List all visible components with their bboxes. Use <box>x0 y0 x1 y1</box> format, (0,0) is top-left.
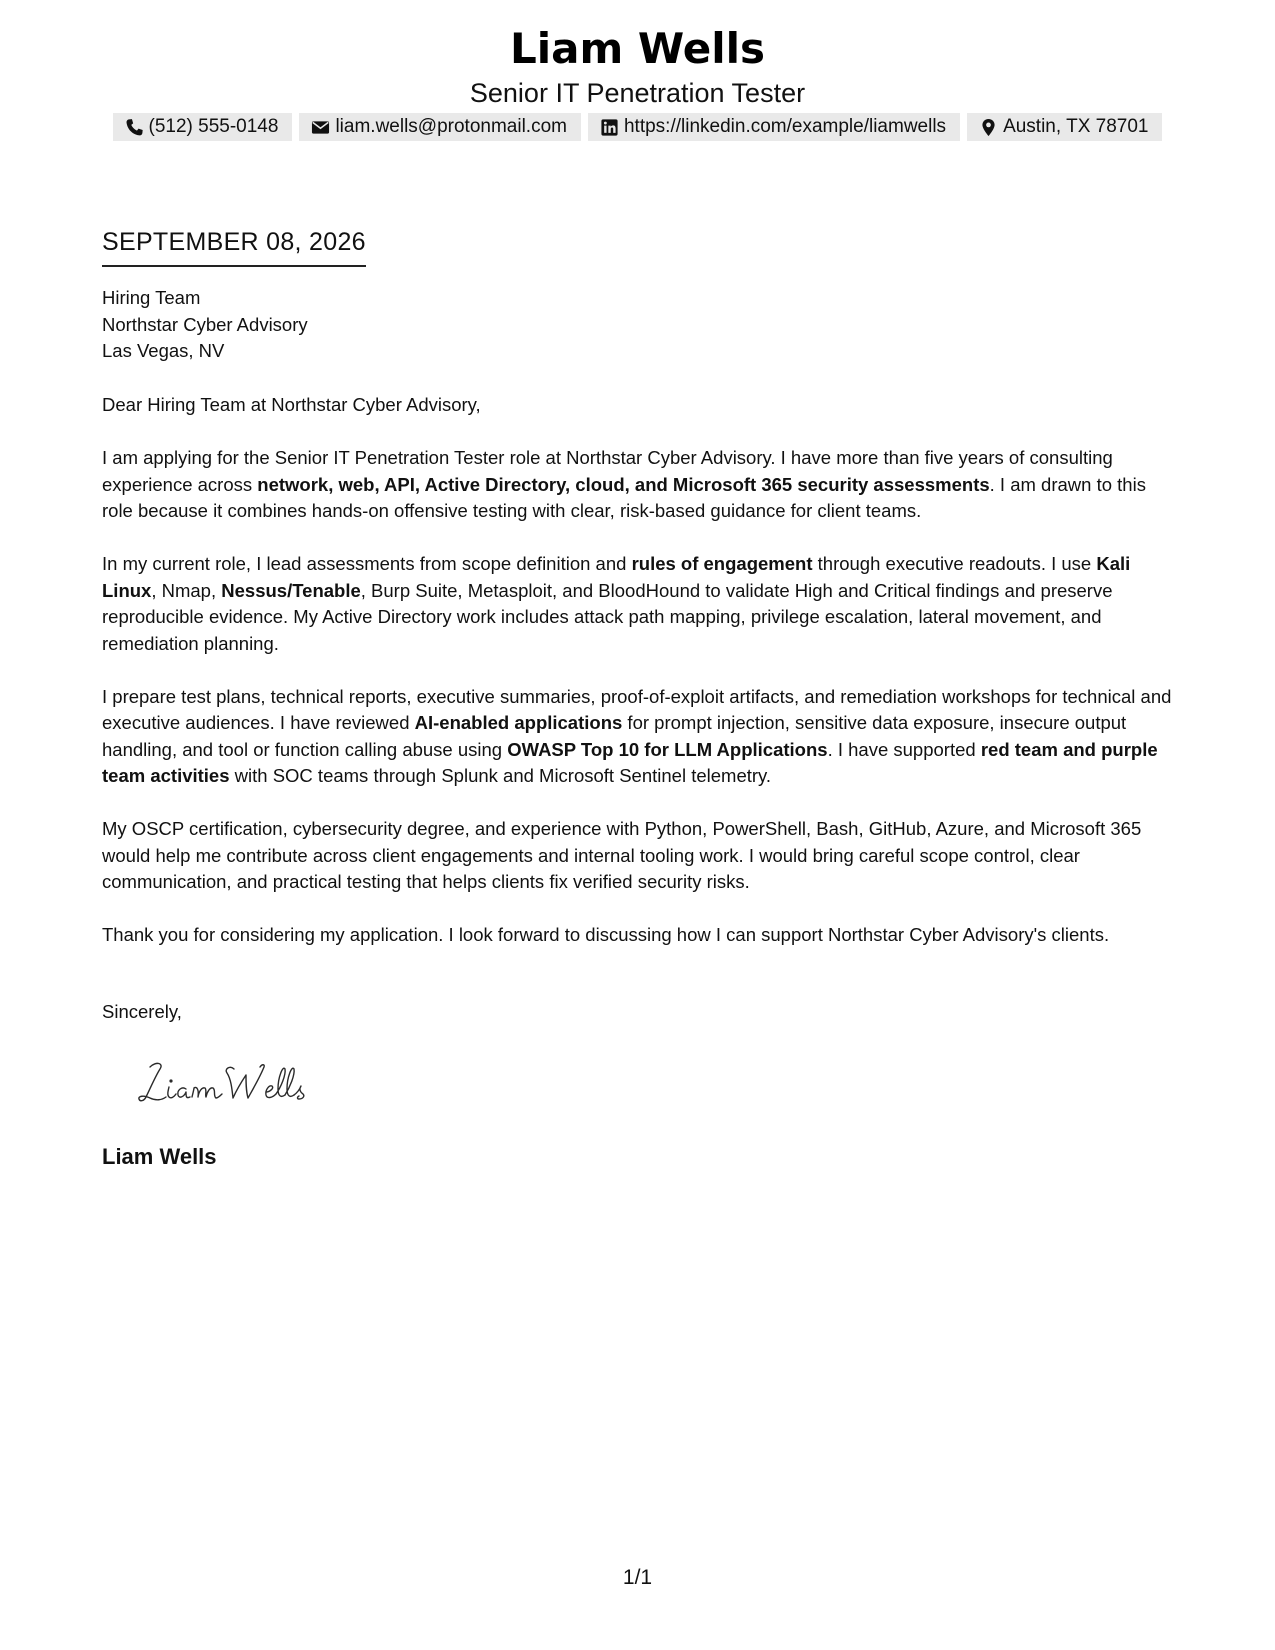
contact-location <box>967 113 1162 141</box>
salutation: Dear Hiring Team at Northstar Cyber Advisory, <box>102 394 481 415</box>
contact-phone-text: (512) 555-0148 <box>148 116 279 137</box>
envelope-icon <box>311 118 330 137</box>
signer-name: Liam Wells <box>102 1144 217 1169</box>
paragraph-text: through executive readouts. I use <box>812 553 1097 574</box>
applicant-name: Liam Wells <box>510 24 765 73</box>
paragraph-emphasis: rules of engagement <box>631 553 813 574</box>
letter-date: SEPTEMBER 08, 2026 <box>102 226 366 267</box>
paragraph-emphasis: network, web, API, Active Directory, cloud, and Microsoft 365 security assessments <box>257 473 990 495</box>
handwritten-signature <box>136 1055 336 1111</box>
paragraph-emphasis: Nessus/Tenable <box>221 579 361 601</box>
paragraph-emphasis: red team and purple team activities <box>102 738 1158 786</box>
paragraph-text: In my current role, I lead assessments from scope definition and <box>102 553 632 574</box>
linkedin-icon <box>600 118 619 137</box>
recipient-block <box>102 285 308 365</box>
body-paragraph <box>102 816 1177 896</box>
closing-line: Sincerely, <box>102 1001 182 1022</box>
paragraph-emphasis: Kali Linux <box>102 553 1131 601</box>
recipient-line: Hiring Team <box>102 287 201 308</box>
paragraph-text: My OSCP certification, cybersecurity degree, and experience with Python, PowerShell, Bash, GitHub, Azure, and Microsoft 365 would help me contribute across client engagements and internal tooling work. I would bring careful scope control, clear communication, and practical testing that helps clients fix verified security risks. <box>102 818 1142 892</box>
phone-icon <box>125 118 144 137</box>
map-pin-icon <box>979 118 998 137</box>
contact-linkedin-text: https://linkedin.com/example/liamwells <box>623 116 947 137</box>
recipient-company: Northstar Cyber Advisory <box>102 313 308 335</box>
contact-email-text: liam.wells@protonmail.com <box>335 116 567 137</box>
paragraph-text: with SOC teams through Splunk and Microsoft Sentinel telemetry. <box>229 765 772 786</box>
body-paragraph <box>102 551 1177 657</box>
paragraph-emphasis: OWASP Top 10 for LLM Applications <box>507 738 828 760</box>
letter-header <box>0 22 1275 110</box>
paragraph-emphasis: AI-enabled applications <box>414 712 623 733</box>
paragraph-text: , Nmap, <box>151 579 222 601</box>
paragraph-text: Thank you for considering my application. I look forward to discussing how I can support Northstar Cyber Advisory's clients. <box>102 924 1110 945</box>
contact-email <box>299 113 581 141</box>
contact-bar <box>0 113 1275 141</box>
paragraph-text: . I have supported <box>827 738 981 760</box>
body-paragraph <box>102 684 1177 790</box>
paragraph-text: . I am drawn to this role because it combines hands-on offensive testing with clear, risk-based guidance for client teams. <box>102 473 1146 521</box>
paragraph-text: for prompt injection, sensitive data exposure, insecure output handling, and tool or function calling abuse using <box>102 712 1127 760</box>
body-paragraph <box>102 922 1177 949</box>
letter-body <box>102 392 1177 975</box>
contact-phone <box>113 113 293 141</box>
page-number: 1/1 <box>622 1566 653 1589</box>
contact-location-text: Austin, TX 78701 <box>1003 116 1149 137</box>
paragraph-text: I am applying for the Senior IT Penetration Tester role at Northstar Cyber Advisory. I have more than five years of consulting experience across <box>102 447 1113 495</box>
body-paragraph <box>102 445 1177 525</box>
contact-linkedin <box>588 113 960 141</box>
applicant-title: Senior IT Penetration Tester <box>469 78 806 108</box>
paragraph-text: I prepare test plans, technical reports, executive summaries, proof-of-exploit artifacts, and remediation workshops for technical and executive audiences. I have reviewed <box>102 685 1172 733</box>
recipient-location: Las Vegas, NV <box>102 340 225 361</box>
paragraph-text: , Burp Suite, Metasploit, and BloodHound to validate High and Critical findings and preserve reproducible evidence. My Active Directory work includes attack path mapping, privilege escalation, lateral movement, and remediation planning. <box>102 579 1113 654</box>
